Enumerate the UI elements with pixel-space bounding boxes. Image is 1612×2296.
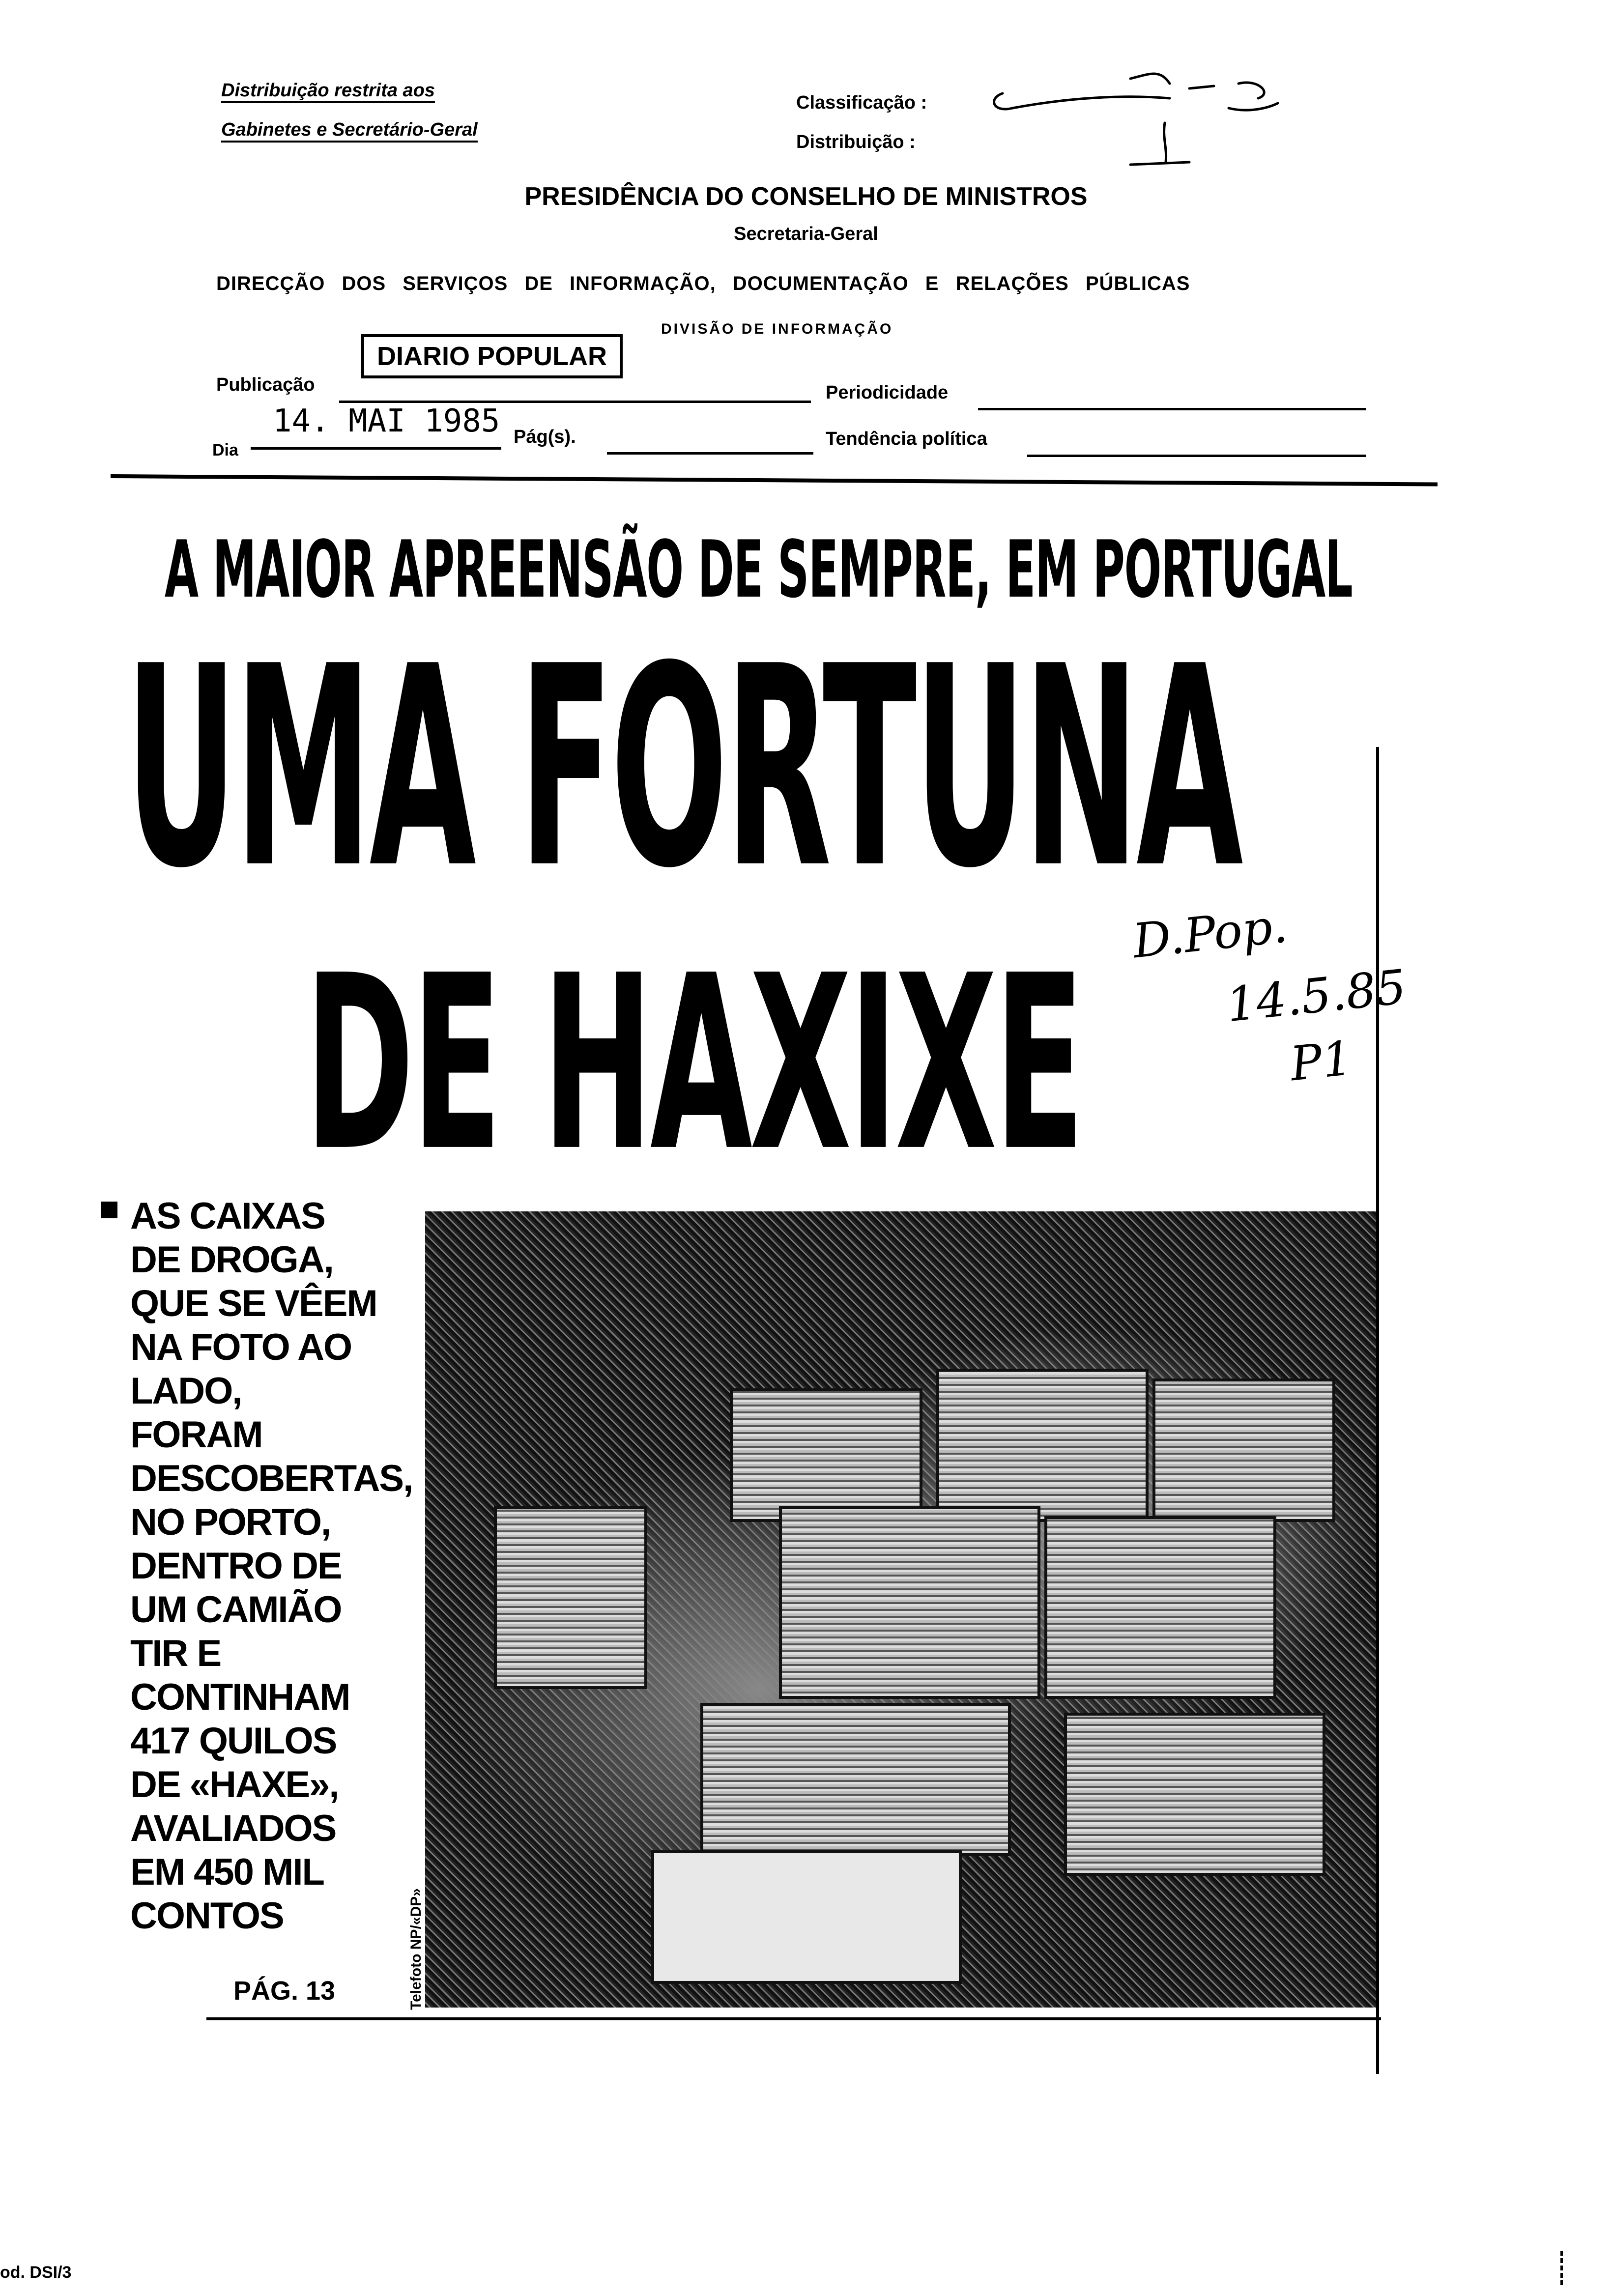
directorate-title: DIRECÇÃO DOS SERVIÇOS DE INFORMAÇÃO, DOCUMENTAÇÃO E RELAÇÕES PÚBLICAS — [216, 273, 1190, 294]
photo-box — [651, 1850, 962, 1984]
clipping-top-rule — [111, 474, 1438, 486]
classification-label: Classificação : — [796, 92, 927, 113]
side-text-line: DE «HAXE», — [130, 1764, 339, 1806]
side-text-line: TIR E — [130, 1633, 221, 1674]
side-text-line: FORAM — [130, 1414, 262, 1456]
photo-box — [494, 1506, 647, 1689]
handwritten-note-line-3: P1 — [1288, 1030, 1355, 1092]
photo-credit: Telefoto NP/«DP» — [408, 1888, 424, 2010]
day-value: 14. MAI 1985 — [273, 403, 500, 439]
political-tendency-label: Tendência política — [826, 429, 987, 449]
margin-marks — [1560, 2251, 1570, 2285]
side-text-line: UM CAMIÃO — [130, 1589, 342, 1631]
distribution-label: Distribuição : — [796, 132, 916, 152]
side-text-block — [130, 1194, 445, 1938]
day-field-line — [251, 447, 501, 450]
side-text-line: DE DROGA, — [130, 1239, 333, 1281]
pages-label: Pág(s). — [514, 427, 576, 447]
side-text-line: AVALIADOS — [130, 1808, 336, 1849]
kicker-headline: A MAIOR APREENSÃO DE SEMPRE, EM PORTUGAL — [165, 523, 1353, 615]
form-code: od. DSI/3 — [0, 2263, 72, 2282]
handwritten-note-line-1: D.Pop. — [1130, 898, 1290, 969]
photo-box — [1152, 1378, 1335, 1522]
side-text-line: DESCOBERTAS, — [130, 1458, 413, 1499]
photo-box — [1064, 1713, 1325, 1876]
clipping-right-rule — [1376, 747, 1379, 2074]
handwritten-scribble — [983, 64, 1288, 172]
page-reference: PÁG. 13 — [233, 1976, 336, 2006]
side-text-line: NO PORTO, — [130, 1501, 331, 1543]
periodicity-label: Periodicidade — [826, 382, 949, 403]
division-title: DIVISÃO DE INFORMAÇÃO — [661, 321, 893, 337]
presidency-title: PRESIDÊNCIA DO CONSELHO DE MINISTROS — [524, 182, 1088, 211]
distribution-recipients-line: Gabinetes e Secretário-Geral — [221, 119, 478, 143]
photo-box — [730, 1388, 922, 1522]
side-text-line: CONTOS — [130, 1895, 284, 1937]
clipping-bottom-rule — [206, 2017, 1381, 2020]
handwritten-note-line-2: 14.5.85 — [1224, 959, 1409, 1033]
publication-stamp: DIARIO POPULAR — [361, 334, 623, 378]
side-text-line: NA FOTO AO — [130, 1326, 352, 1368]
headline-line-2: DE HAXIXE — [305, 924, 1082, 1205]
photo-box — [779, 1506, 1040, 1699]
drug-boxes-photo — [425, 1211, 1376, 2008]
side-text-line: EM 450 MIL — [130, 1851, 324, 1893]
pages-field-line — [607, 452, 813, 455]
publication-label: Publicação — [216, 374, 315, 395]
secretariat-title: Secretaria-Geral — [734, 224, 878, 244]
photo-box — [936, 1369, 1149, 1522]
distribution-restricted-line: Distribuição restrita aos — [221, 80, 435, 103]
headline-line-1: UMA FORTUNA — [125, 607, 1241, 929]
photo-box — [1044, 1516, 1276, 1699]
side-text-line: QUE SE VÊEM — [130, 1283, 377, 1324]
bullet-marker — [101, 1202, 117, 1218]
photo-box — [700, 1703, 1011, 1856]
side-text-line: 417 QUILOS — [130, 1720, 337, 1762]
side-text-line: LADO, — [130, 1370, 242, 1412]
side-text-line: AS CAIXAS — [130, 1195, 325, 1237]
day-label: Dia — [212, 441, 238, 459]
periodicity-field-line — [978, 408, 1366, 410]
side-text-line: DENTRO DE — [130, 1545, 342, 1587]
political-tendency-field-line — [1027, 455, 1366, 457]
side-text-line: CONTINHAM — [130, 1676, 350, 1718]
